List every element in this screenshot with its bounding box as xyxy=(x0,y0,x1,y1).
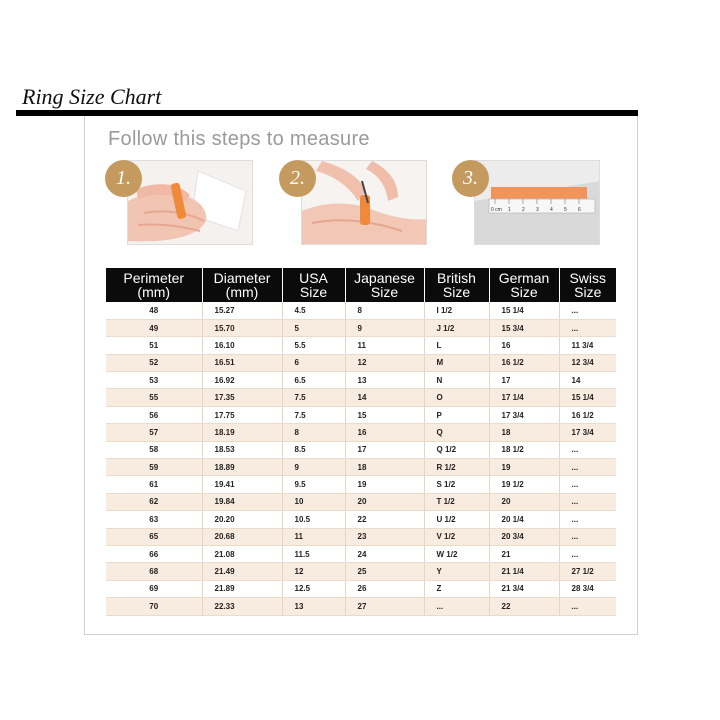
table-cell: 53 xyxy=(106,372,202,389)
table-cell: O xyxy=(424,389,489,406)
table-cell: 10 xyxy=(282,493,345,510)
ruler-measurement-icon xyxy=(475,161,600,245)
table-cell: 61 xyxy=(106,476,202,493)
table-cell: 27 1/2 xyxy=(559,563,616,580)
table-cell: 11 xyxy=(282,528,345,545)
table-cell: Q 1/2 xyxy=(424,441,489,458)
table-cell: ... xyxy=(559,476,616,493)
table-cell: 59 xyxy=(106,459,202,476)
table-cell: 10.5 xyxy=(282,511,345,528)
table-cell: 8 xyxy=(282,424,345,441)
table-cell: 21.08 xyxy=(202,545,282,562)
table-cell: 5.5 xyxy=(282,337,345,354)
ruler-label: 3 xyxy=(536,207,539,213)
table-cell: 15 1/4 xyxy=(489,302,559,319)
table-cell: 21 3/4 xyxy=(489,580,559,597)
table-row xyxy=(106,580,616,597)
table-row xyxy=(106,354,616,371)
table-body xyxy=(106,302,616,615)
table-cell: 17 3/4 xyxy=(489,406,559,423)
ruler-label: 5 xyxy=(564,207,567,213)
table-cell: 12 xyxy=(345,354,424,371)
column-header: Diameter (mm) xyxy=(202,268,282,302)
table-cell: 22.33 xyxy=(202,598,282,615)
table-cell: 66 xyxy=(106,545,202,562)
hand-with-paper-strip-icon xyxy=(128,161,253,245)
table-cell: 65 xyxy=(106,528,202,545)
table-cell: 16.51 xyxy=(202,354,282,371)
column-header: Japanese Size xyxy=(345,268,424,302)
table-cell: 14 xyxy=(345,389,424,406)
table-cell: 8.5 xyxy=(282,441,345,458)
table-cell: 16 1/2 xyxy=(489,354,559,371)
table-cell: 16.10 xyxy=(202,337,282,354)
table-row xyxy=(106,528,616,545)
table-cell: P xyxy=(424,406,489,423)
table-row xyxy=(106,319,616,336)
table-cell: 11 3/4 xyxy=(559,337,616,354)
table-row xyxy=(106,598,616,615)
table-cell: 56 xyxy=(106,406,202,423)
step-1-image xyxy=(127,160,253,245)
ring-size-table xyxy=(106,268,616,616)
table-cell: S 1/2 xyxy=(424,476,489,493)
table-cell: ... xyxy=(559,441,616,458)
steps-heading: Follow this steps to measure xyxy=(108,128,370,150)
table-cell: ... xyxy=(559,545,616,562)
table-row xyxy=(106,406,616,423)
table-cell: 15 1/4 xyxy=(559,389,616,406)
table-row xyxy=(106,493,616,510)
table-cell: 26 xyxy=(345,580,424,597)
table-cell: 11.5 xyxy=(282,545,345,562)
table-cell: 8 xyxy=(345,302,424,319)
marking-strip-on-finger-icon xyxy=(302,161,427,245)
table-cell: ... xyxy=(424,598,489,615)
step-1-badge: 1. xyxy=(105,160,142,197)
table-cell: 15 xyxy=(345,406,424,423)
table-cell: ... xyxy=(559,528,616,545)
table-cell: 9 xyxy=(282,459,345,476)
page-title: Ring Size Chart xyxy=(22,84,162,109)
table-cell: ... xyxy=(559,511,616,528)
table-cell: 20 3/4 xyxy=(489,528,559,545)
table-cell: 13 xyxy=(345,372,424,389)
table-row xyxy=(106,302,616,319)
table-cell: 9 xyxy=(345,319,424,336)
column-header: British Size xyxy=(424,268,489,302)
table-cell: I 1/2 xyxy=(424,302,489,319)
table-cell: 49 xyxy=(106,319,202,336)
table-cell: 21 xyxy=(489,545,559,562)
step-3-image xyxy=(474,160,600,245)
table-row xyxy=(106,476,616,493)
table-cell: 14 xyxy=(559,372,616,389)
table-cell: 19.41 xyxy=(202,476,282,493)
table-cell: Z xyxy=(424,580,489,597)
table-row xyxy=(106,389,616,406)
column-header: USA Size xyxy=(282,268,345,302)
table-cell: 17 xyxy=(345,441,424,458)
table-cell: 63 xyxy=(106,511,202,528)
table-cell: 57 xyxy=(106,424,202,441)
table-row xyxy=(106,424,616,441)
table-cell: 16 xyxy=(489,337,559,354)
table-cell: 5 xyxy=(282,319,345,336)
ruler-label: 4 xyxy=(550,207,553,213)
table-cell: L xyxy=(424,337,489,354)
table-cell: 24 xyxy=(345,545,424,562)
table-cell: 70 xyxy=(106,598,202,615)
table-cell: ... xyxy=(559,302,616,319)
column-header: Perimeter (mm) xyxy=(106,268,202,302)
table-cell: 22 xyxy=(345,511,424,528)
table-cell: 18.53 xyxy=(202,441,282,458)
table-cell: 21.49 xyxy=(202,563,282,580)
table-cell: 12 3/4 xyxy=(559,354,616,371)
table-cell: ... xyxy=(559,598,616,615)
table-cell: 51 xyxy=(106,337,202,354)
table-cell: 62 xyxy=(106,493,202,510)
table-cell: 6.5 xyxy=(282,372,345,389)
table-cell: 20 1/4 xyxy=(489,511,559,528)
table-header-row xyxy=(106,268,616,302)
table-cell: 15.70 xyxy=(202,319,282,336)
table-cell: 23 xyxy=(345,528,424,545)
table-cell: 58 xyxy=(106,441,202,458)
table-row xyxy=(106,459,616,476)
table-cell: 28 3/4 xyxy=(559,580,616,597)
table-cell: 21.89 xyxy=(202,580,282,597)
table-cell: 19 xyxy=(489,459,559,476)
table-row xyxy=(106,563,616,580)
table-cell: 19 xyxy=(345,476,424,493)
table-cell: N xyxy=(424,372,489,389)
table-cell: 13 xyxy=(282,598,345,615)
table-cell: 69 xyxy=(106,580,202,597)
table-cell: 12 xyxy=(282,563,345,580)
table-cell: 7.5 xyxy=(282,406,345,423)
table-cell: 17 1/4 xyxy=(489,389,559,406)
table-cell: 17 xyxy=(489,372,559,389)
step-2-badge: 2. xyxy=(279,160,316,197)
column-header: Swiss Size xyxy=(559,268,616,302)
ruler-label: 1 xyxy=(508,207,511,213)
table-cell: Q xyxy=(424,424,489,441)
table-cell: 17.75 xyxy=(202,406,282,423)
table-cell: 6 xyxy=(282,354,345,371)
table-row xyxy=(106,511,616,528)
table-cell: 12.5 xyxy=(282,580,345,597)
table-cell: 22 xyxy=(489,598,559,615)
table-cell: 9.5 xyxy=(282,476,345,493)
table-cell: 15 3/4 xyxy=(489,319,559,336)
table-cell: 17 3/4 xyxy=(559,424,616,441)
table-cell: 16.92 xyxy=(202,372,282,389)
table-cell: 27 xyxy=(345,598,424,615)
table-cell: 20.68 xyxy=(202,528,282,545)
table-cell: J 1/2 xyxy=(424,319,489,336)
table-cell: 18.19 xyxy=(202,424,282,441)
table-cell: 52 xyxy=(106,354,202,371)
ruler-label: 2 xyxy=(522,207,525,213)
column-header: German Size xyxy=(489,268,559,302)
table-cell: 16 1/2 xyxy=(559,406,616,423)
table-cell: 15.27 xyxy=(202,302,282,319)
table-cell: M xyxy=(424,354,489,371)
table-cell: 16 xyxy=(345,424,424,441)
table-cell: 18 xyxy=(345,459,424,476)
table-cell: W 1/2 xyxy=(424,545,489,562)
table-cell: 11 xyxy=(345,337,424,354)
table-cell: 25 xyxy=(345,563,424,580)
table-cell: T 1/2 xyxy=(424,493,489,510)
table-row xyxy=(106,372,616,389)
table-cell: ... xyxy=(559,459,616,476)
table-cell: 18 xyxy=(489,424,559,441)
table-cell: 18.89 xyxy=(202,459,282,476)
table-cell: 19 1/2 xyxy=(489,476,559,493)
table-cell: Y xyxy=(424,563,489,580)
table-cell: 17.35 xyxy=(202,389,282,406)
table-cell: 20.20 xyxy=(202,511,282,528)
table-cell: V 1/2 xyxy=(424,528,489,545)
table-cell: 20 xyxy=(345,493,424,510)
table-cell: ... xyxy=(559,319,616,336)
table-cell: 20 xyxy=(489,493,559,510)
table-cell: 55 xyxy=(106,389,202,406)
table-cell: 68 xyxy=(106,563,202,580)
ruler-label: 6 xyxy=(578,207,581,213)
table-row xyxy=(106,337,616,354)
table-row xyxy=(106,441,616,458)
table-cell: ... xyxy=(559,493,616,510)
table-cell: 19.84 xyxy=(202,493,282,510)
table-cell: 7.5 xyxy=(282,389,345,406)
table-row xyxy=(106,545,616,562)
table-cell: 21 1/4 xyxy=(489,563,559,580)
table-cell: R 1/2 xyxy=(424,459,489,476)
table-cell: U 1/2 xyxy=(424,511,489,528)
table-cell: 18 1/2 xyxy=(489,441,559,458)
ruler-label: 0 cm xyxy=(491,207,502,213)
step-3-badge: 3. xyxy=(452,160,489,197)
step-2-image xyxy=(301,160,427,245)
table-cell: 4.5 xyxy=(282,302,345,319)
table-cell: 48 xyxy=(106,302,202,319)
